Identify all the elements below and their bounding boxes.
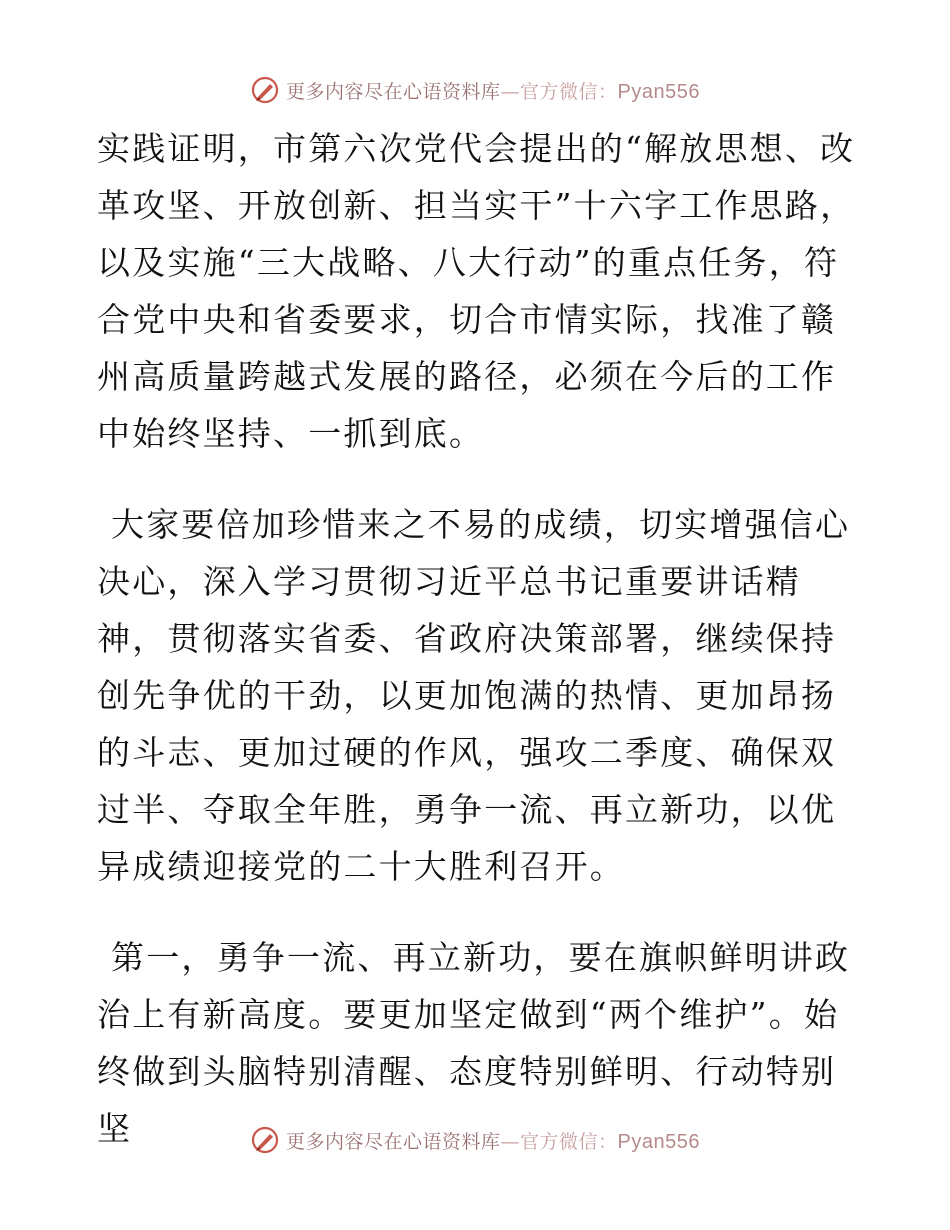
paragraph: 第一，勇争一流、再立新功，要在旗帜鲜明讲政治上有新高度。要更加坚定做到“两个维护”。始终做到头脑特别清醒、态度特别鲜明、行动特别坚: [97, 938, 851, 1148]
watermark-brand: 更多内容尽在心语资料库: [286, 1130, 501, 1153]
watermark-brand: 更多内容尽在心语资料库: [286, 80, 501, 103]
footer-watermark: [0, 1122, 950, 1158]
watermark-id: Pyan556: [617, 1130, 700, 1153]
paragraph: 实践证明，市第六次党代会提出的“解放思想、改革攻坚、开放创新、担当实干”十六字工作思路，以及实施“三大战略、八大行动”的重点任务，符合党中央和省委要求，切合市情实际，找准了赣州高质量跨越式发展的路径，必须在今后的工作中始终坚持、一抓到底。: [97, 129, 856, 453]
watermark-dash: —: [500, 1130, 521, 1153]
document-body: [97, 120, 857, 1157]
watermark-label: 官方微信：: [520, 80, 618, 103]
watermark-text: [286, 1127, 700, 1154]
watermark-label: 官方微信：: [520, 1130, 618, 1153]
watermark-dash: —: [500, 80, 521, 103]
paragraph: 大家要倍加珍惜来之不易的成绩，切实增强信心决心，深入学习贯彻习近平总书记重要讲话精神，贯彻落实省委、省政府决策部署，继续保持创先争优的干劲，以更加饱满的热情、更加昂扬的斗志、更加过硬的作风，强攻二季度、确保双过半、夺取全年胜，勇争一流、再立新功，以优异成绩迎接党的二十大胜利召开。: [97, 505, 851, 886]
header-watermark: [0, 72, 950, 108]
watermark-text: [286, 77, 700, 104]
pen-logo-icon: [250, 75, 280, 105]
watermark-id: Pyan556: [617, 80, 700, 103]
pen-logo-icon: [250, 1125, 280, 1155]
